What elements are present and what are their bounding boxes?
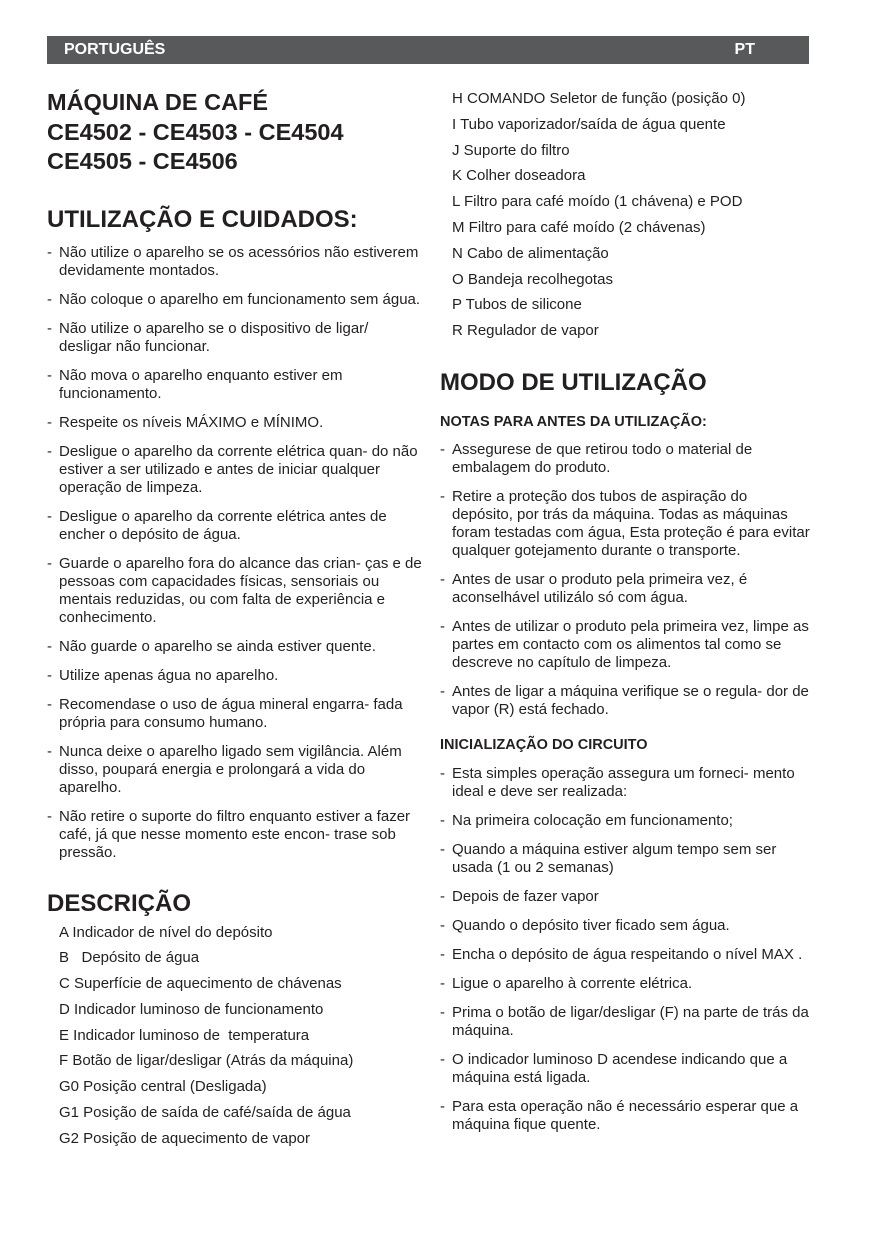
list-item: I Tubo vaporizador/saída de água quente <box>452 115 726 133</box>
list-item: G2 Posição de aquecimento de vapor <box>59 1129 310 1147</box>
list-item: - Utilize apenas água no aparelho. <box>47 667 422 685</box>
left-column <box>47 88 422 1156</box>
product-title-line: CE4505 - CE4506 <box>47 148 238 174</box>
list-item: B Depósito de água <box>59 949 200 967</box>
description-heading: DESCRIÇÃO <box>47 889 192 917</box>
list-item: - Não mova o aparelho enquanto estiver em funcionamento. <box>47 367 422 403</box>
list-item: - Encha o depósito de água respeitando o nível MAX . <box>440 946 810 964</box>
list-item: - Não retire o suporte do filtro enquanto estiver a fazer café, já que nesse momento este encon- trase sob pressão. <box>47 808 422 862</box>
list-item: - Esta simples operação assegura um forneci- mento ideal e deve ser realizada: <box>440 765 810 801</box>
list-item: A Indicador de nível do depósito <box>59 923 273 941</box>
right-column <box>440 88 810 1145</box>
list-item: - Quando o depósito tiver ficado sem água. <box>440 917 810 935</box>
list-item: - Não utilize o aparelho se o dispositivo de ligar/ desligar não funcionar. <box>47 320 422 356</box>
list-item: F Botão de ligar/desligar (Atrás da máquina) <box>59 1052 354 1070</box>
list-item: - Não coloque o aparelho em funcionamento sem água. <box>47 291 422 309</box>
list-item: J Suporte do filtro <box>452 141 570 159</box>
list-item: - Antes de usar o produto pela primeira vez, é aconselhável utilizálo só com água. <box>440 571 810 607</box>
list-item: P Tubos de silicone <box>452 296 582 314</box>
circuit-heading: INICIALIZAÇÃO DO CIRCUITO <box>440 737 648 754</box>
notes-heading: NOTAS PARA ANTES DA UTILIZAÇÃO: <box>440 414 707 431</box>
list-item: M Filtro para café moído (2 chávenas) <box>452 218 706 236</box>
usage-care-heading: UTILIZAÇÃO E CUIDADOS: <box>47 205 358 233</box>
list-item: - Depois de fazer vapor <box>440 888 810 906</box>
list-item: - Assegurese de que retirou todo o material de embalagem do produto. <box>440 441 810 477</box>
list-item: - Desligue o aparelho da corrente elétrica quan- do não estiver a ser utilizado e antes de iniciar qualquer operação de limpeza. <box>47 443 422 497</box>
list-item: - Antes de utilizar o produto pela primeira vez, limpe as partes em contacto com os alimentos tal como se descreve no capítulo de limpeza. <box>440 618 810 672</box>
list-item: K Colher doseadora <box>452 167 586 185</box>
list-item: C Superfície de aquecimento de chávenas <box>59 975 342 993</box>
product-title-line: MÁQUINA DE CAFÉ <box>47 89 269 115</box>
description-list-right <box>440 90 810 340</box>
language-code: PT <box>734 41 755 58</box>
list-item: - Prima o botão de ligar/desligar (F) na parte de trás da máquina. <box>440 1004 810 1040</box>
description-list-left <box>47 924 422 1148</box>
list-item: D Indicador luminoso de funcionamento <box>59 1000 324 1018</box>
usage-care-list <box>47 244 422 862</box>
language-label: PORTUGUÊS <box>64 41 166 58</box>
product-title-line: CE4502 - CE4503 - CE4504 <box>47 118 344 145</box>
mode-of-use-heading: MODO DE UTILIZAÇÃO <box>440 369 707 397</box>
list-item: N Cabo de alimentação <box>452 244 609 262</box>
list-item: G0 Posição central (Desligada) <box>59 1078 267 1096</box>
header-bar <box>47 36 809 64</box>
list-item: - Ligue o aparelho à corrente elétrica. <box>440 975 810 993</box>
list-item: O Bandeja recolhegotas <box>452 270 613 288</box>
list-item: - Antes de ligar a máquina verifique se o regula- dor de vapor (R) está fechado. <box>440 683 810 719</box>
list-item: - Retire a proteção dos tubos de aspiração do depósito, por trás da máquina. Todas as máquinas foram testadas com água, Esta proteção é para evitar qualquer gotejamento durante o transporte. <box>440 488 810 560</box>
list-item: - Para esta operação não é necessário esperar que a máquina fique quente. <box>440 1098 810 1134</box>
product-title <box>47 88 422 177</box>
list-item: - Não guarde o aparelho se ainda estiver quente. <box>47 638 422 656</box>
notes-list <box>440 441 810 719</box>
list-item: - Recomendase o uso de água mineral engarra- fada própria para consumo humano. <box>47 696 422 732</box>
circuit-list <box>440 765 810 1134</box>
list-item: - Não utilize o aparelho se os acessórios não estiverem devidamente montados. <box>47 244 422 280</box>
list-item: - Na primeira colocação em funcionamento; <box>440 812 810 830</box>
list-item: - Guarde o aparelho fora do alcance das crian- ças e de pessoas com capacidades físicas, sensoriais ou mentais reduzidas, ou com falta de experiência e conhecimento. <box>47 555 422 627</box>
list-item: H COMANDO Seletor de função (posição 0) <box>452 90 746 107</box>
list-item: G1 Posição de saída de café/saída de água <box>59 1104 351 1122</box>
list-item: - O indicador luminoso D acendese indicando que a máquina está ligada. <box>440 1051 810 1087</box>
list-item: - Respeite os níveis MÁXIMO e MÍNIMO. <box>47 414 422 432</box>
list-item: - Desligue o aparelho da corrente elétrica antes de encher o depósito de água. <box>47 508 422 544</box>
list-item: R Regulador de vapor <box>452 322 599 340</box>
list-item: - Nunca deixe o aparelho ligado sem vigilância. Além disso, poupará energia e prolongará a vida do aparelho. <box>47 743 422 797</box>
list-item: - Quando a máquina estiver algum tempo sem ser usada (1 ou 2 semanas) <box>440 841 810 877</box>
list-item: E Indicador luminoso de temperatura <box>59 1026 310 1044</box>
list-item: L Filtro para café moído (1 chávena) e POD <box>452 193 743 211</box>
